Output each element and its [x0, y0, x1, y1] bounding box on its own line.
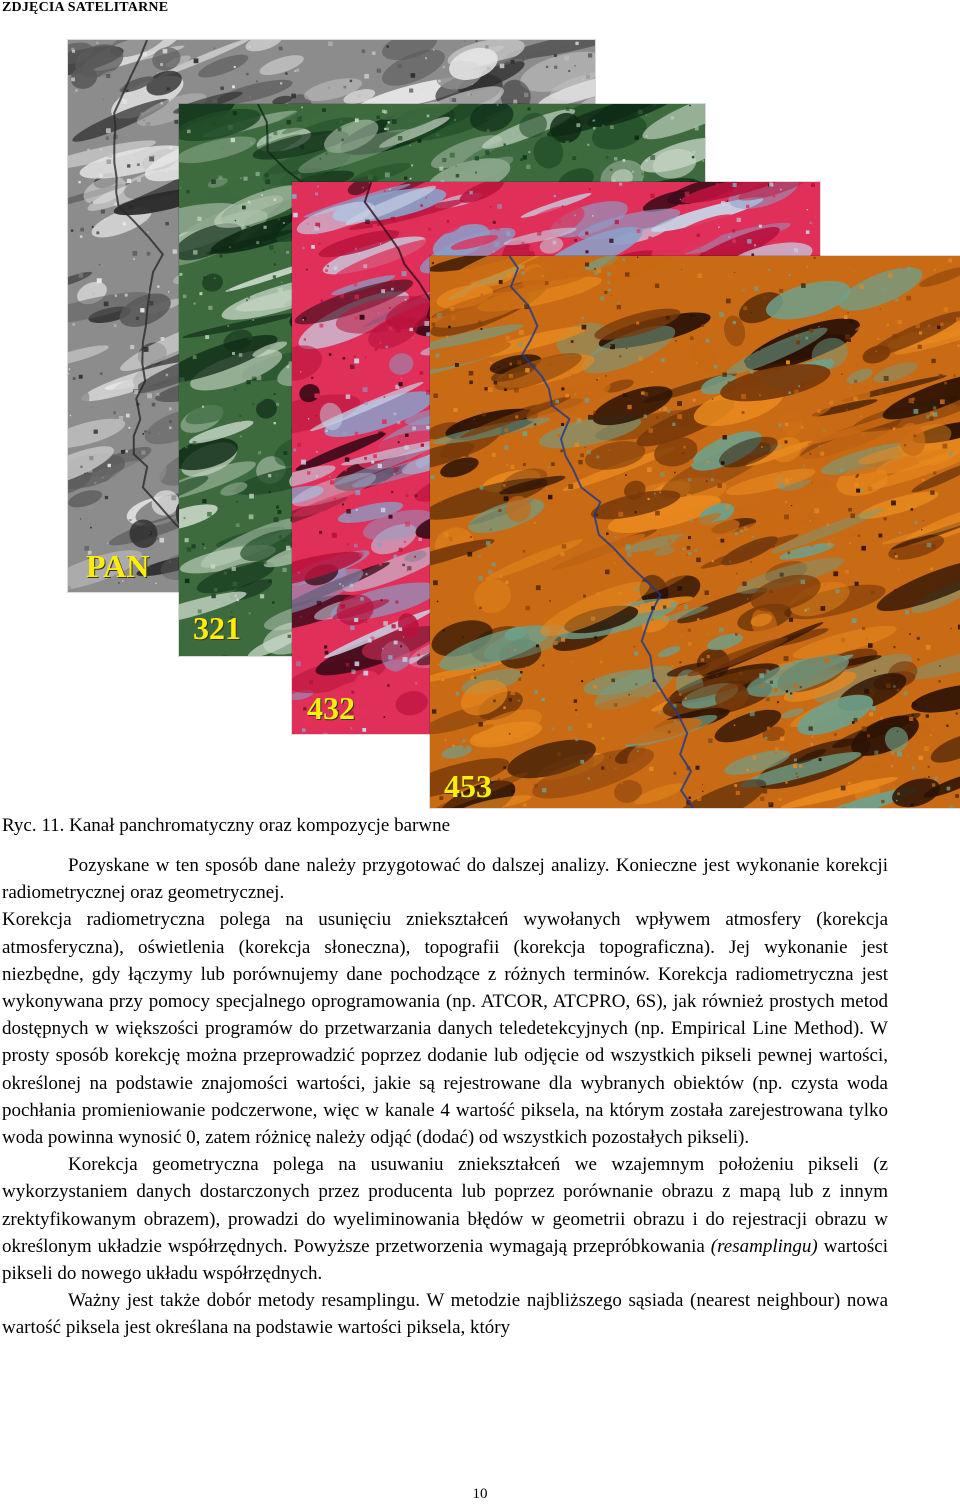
body-text — [2, 852, 888, 1342]
running-header: ZDJĘCIA SATELITARNE — [2, 0, 169, 15]
paragraph-3 — [2, 1151, 888, 1287]
paragraph-1: Pozyskane w ten sposób dane należy przygotować do dalszej analizy. Konieczne jest wykonanie korekcji radiometrycznej oraz geometrycznej. — [2, 855, 888, 904]
layer-label-pan: PAN — [86, 548, 150, 584]
paragraph-2: Korekcja radiometryczna polega na usunięciu zniekształceń wywołanych wpływem atmosfery (korekcja atmosferyczna), oświetlenia (korekcja słoneczna), topografii (korekcja topograficzna). Jej wykonanie jest niezbędne, gdy łączymy lub porównujemy dane pochodzące z różnych terminów. Korekcja radiometryczna jest wykonywana przy pomocy specjalnego oprogramowania (np. ATCOR, ATCPRO, 6S), jak również prostych metod dostępnych w większości programów do przetwarzania danych teledetekcyjnych (np. Empirical Line Method). W prosty sposób korekcję można przeprowadzić poprzez dodanie lub odjęcie od wszystkich pikseli pewnej wartości, określonej na podstawie znajomości wartości, jakie są rejestrowane dla wybranych obiektów (np. czysta woda pochłania promieniowanie podczerwone, więc w kanale 4 wartość piksela, na którym została zarejestrowana tylko woda powinna wynosić 0, zatem różnicę należy odjąć (dodać) od wszystkich pozostałych pikseli). — [2, 909, 888, 1149]
figure-caption: Ryc. 11. Kanał panchromatyczny oraz kompozycje barwne — [2, 815, 451, 836]
paragraph-3-start: Korekcja geometryczna polega na usuwaniu zniekształceń we wzajemnym położeniu pikseli (z wykorzystaniem danych dostarczonych przez producenta lub poprzez porównanie obrazu z mapą lub z innym zrektyfikowanym obrazem), prowadzi do wyeliminowania błędów w geometrii obrazu i do rejestracji obrazu w określonym układzie współrzędnych. Powyższe przetworzenia wymagają przepróbkowania — [2, 1154, 888, 1257]
paragraph-3-end: wartości pikseli do nowego układu współrzędnych. — [2, 1235, 888, 1285]
resampling-term: (resamplingu) — [710, 1235, 818, 1257]
satellite-texture — [430, 256, 960, 808]
layer-label-453: 453 — [444, 768, 492, 804]
layer-label-432: 432 — [307, 690, 355, 726]
paragraph-4: Ważny jest także dobór metody resamplingu. W metodzie najbliższego sąsiada (nearest neighbour) nowa wartość piksela jest określana na podstawie wartości piksela, który — [2, 1290, 888, 1339]
layer-label-321: 321 — [193, 610, 241, 646]
page-number: 10 — [472, 1486, 488, 1502]
satellite-image-453 — [430, 256, 960, 808]
